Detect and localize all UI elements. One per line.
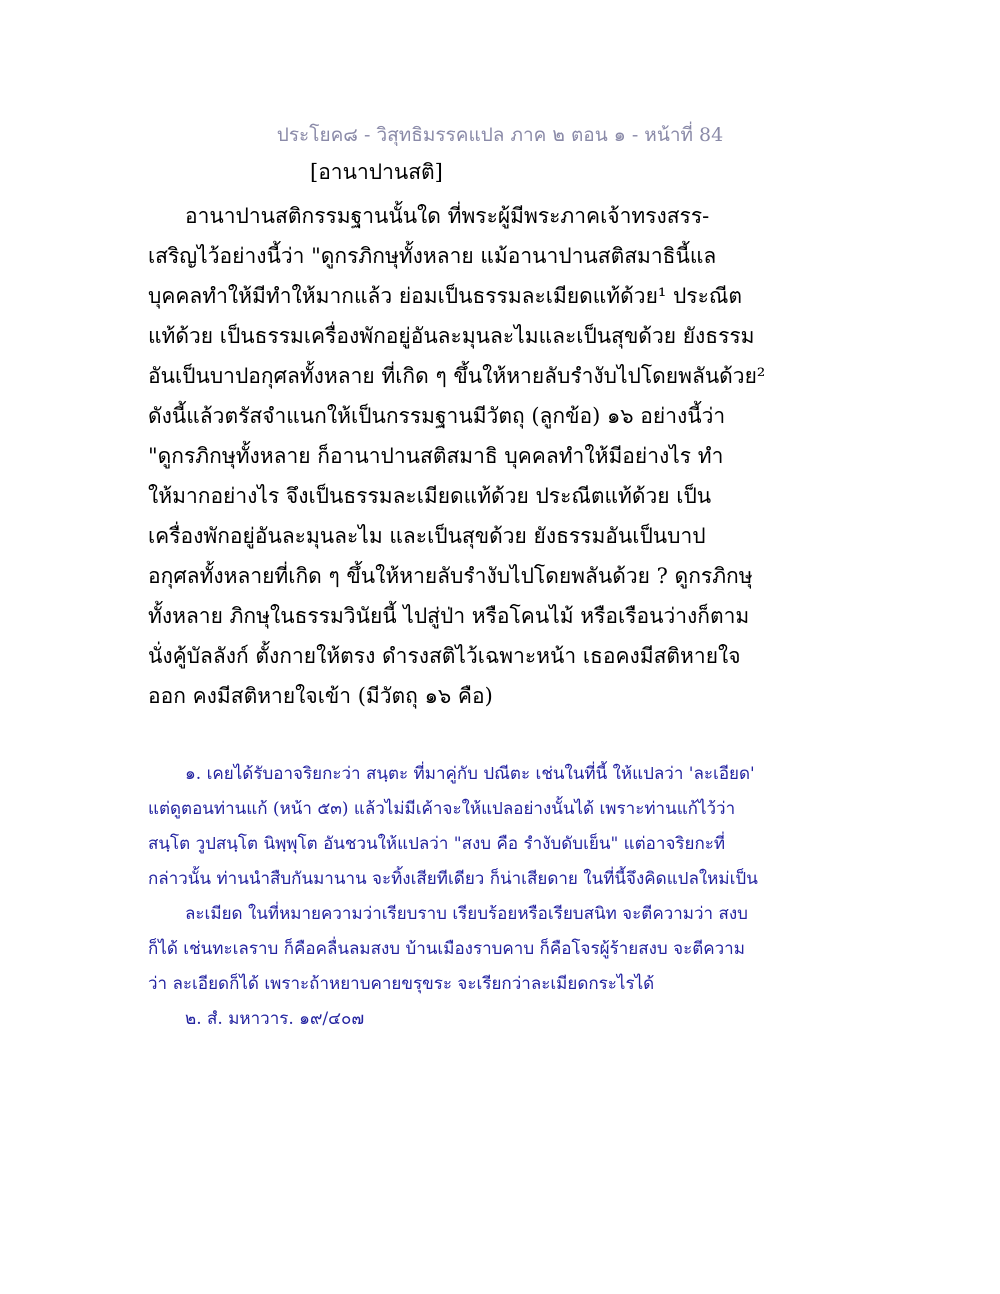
body-line: ทั้งหลาย ภิกษุในธรรมวินัยนี้ ไปสู่ป่า หรือโคนไม้ หรือเรือนว่างก็ตาม: [148, 604, 750, 628]
body-line: อกุศลทั้งหลายที่เกิด ๆ ขึ้นให้หายลับรำงับไปโดยพลันด้วย ? ดูกรภิกษุ: [148, 564, 753, 588]
footnote-line: สนฺโต วูปสนฺโต นิพฺพุโต อันชวนให้แปลว่า "สงบ คือ รำงับดับเย็น" แต่อาจริยกะที่: [148, 834, 726, 854]
page-header: ประโยค๘ - วิสุทธิมรรคแปล ภาค ๒ ตอน ๑ - หน้าที่ 84: [276, 124, 724, 146]
footnote-line: ก็ได้ เช่นทะเลราบ ก็คือคลื่นลมสงบ บ้านเมืองราบคาบ ก็คือโจรผู้ร้ายสงบ จะตีความ: [148, 939, 745, 959]
section-title: [อานาปานสติ]: [310, 160, 443, 184]
body-line: "ดูกรภิกษุทั้งหลาย ก็อานาปานสติสมาธิ บุคคลทำให้มีอย่างไร ทำ: [148, 444, 724, 468]
body-line: อานาปานสติกรรมฐานนั้นใด ที่พระผู้มีพระภาคเจ้าทรงสรร-: [185, 204, 710, 228]
footnote-line: ๑. เคยได้รับอาจริยกะว่า สนฺตะ ที่มาคู่กับ ปณีตะ เช่นในที่นี้ ให้แปลว่า 'ละเอียด': [185, 764, 755, 784]
body-line: เครื่องพักอยู่อันละมุนละไม และเป็นสุขด้วย ยังธรรมอันเป็นบาป: [148, 524, 706, 548]
body-line: แท้ด้วย เป็นธรรมเครื่องพักอยู่อันละมุนละไมและเป็นสุขด้วย ยังธรรม: [148, 324, 755, 348]
body-line: ออก คงมีสติหายใจเข้า (มีวัตถุ ๑๖ คือ): [148, 684, 493, 708]
body-line: ให้มากอย่างไร จึงเป็นธรรมละเมียดแท้ด้วย ประณีตแท้ด้วย เป็น: [148, 484, 712, 508]
body-line: เสริญไว้อย่างนี้ว่า "ดูกรภิกษุทั้งหลาย แม้อานาปานสติสมาธินี้แล: [148, 244, 717, 268]
body-line: อันเป็นบาปอกุศลทั้งหลาย ที่เกิด ๆ ขึ้นให้หายลับรำงับไปโดยพลันด้วย²: [148, 364, 766, 388]
body-line: บุคคลทำให้มีทำให้มากแล้ว ย่อมเป็นธรรมละเมียดแท้ด้วย¹ ประณีต: [148, 284, 742, 308]
footnote-line: ๒. สํ. มหาวาร. ๑๙/๔๐๗: [185, 1009, 365, 1029]
footnote-line: กล่าวนั้น ท่านนำสืบกันมานาน จะทิ้งเสียทีเดียว ก็น่าเสียดาย ในที่นี้จึงคิดแปลใหม่เป็น: [148, 869, 758, 889]
body-line: นั่งคู้บัลลังก์ ตั้งกายให้ตรง ดำรงสติไว้เฉพาะหน้า เธอคงมีสติหายใจ: [148, 644, 741, 668]
footnote-line: แต่ดูตอนท่านแก้ (หน้า ๕๓) แล้วไม่มีเค้าจะให้แปลอย่างนั้นได้ เพราะท่านแก้ไว้ว่า: [148, 799, 736, 819]
body-line: ดังนี้แล้วตรัสจำแนกให้เป็นกรรมฐานมีวัตถุ (ลูกข้อ) ๑๖ อย่างนี้ว่า: [148, 404, 726, 428]
footnote-line: ว่า ละเอียดก็ได้ เพราะถ้าหยาบคายขรุขระ จะเรียกว่าละเมียดกระไรได้: [148, 974, 655, 994]
footnote-line: ละเมียด ในที่หมายความว่าเรียบราบ เรียบร้อยหรือเรียบสนิท จะตีความว่า สงบ: [185, 904, 748, 924]
